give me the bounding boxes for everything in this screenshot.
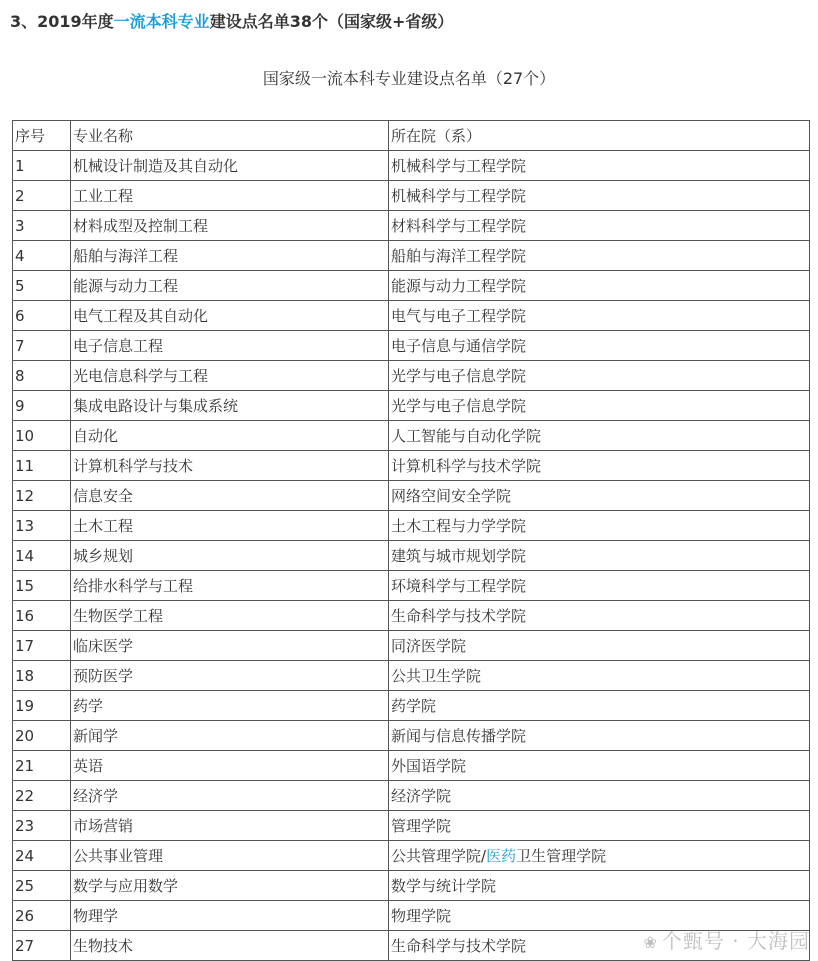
cell-major: 船舶与海洋工程 [71, 241, 389, 271]
table-header-row [13, 121, 810, 151]
cell-index: 12 [13, 481, 71, 511]
heading-suffix: 建设点名单38个（国家级+省级） [209, 12, 454, 31]
cell-index: 22 [13, 781, 71, 811]
cell-department: 新闻与信息传播学院 [389, 721, 810, 751]
cell-major: 市场营销 [71, 811, 389, 841]
dept-text-after: 卫生管理学院 [516, 846, 607, 865]
cell-index: 14 [13, 541, 71, 571]
table-row [13, 721, 810, 751]
table-row [13, 241, 810, 271]
cell-department: 土木工程与力学学院 [389, 511, 810, 541]
table-row [13, 331, 810, 361]
cell-department: 数学与统计学院 [389, 871, 810, 901]
cell-department: 能源与动力工程学院 [389, 271, 810, 301]
cell-department: 材料科学与工程学院 [389, 211, 810, 241]
cell-major: 电子信息工程 [71, 331, 389, 361]
cell-department: 机械科学与工程学院 [389, 151, 810, 181]
cell-index: 10 [13, 421, 71, 451]
cell-index: 21 [13, 751, 71, 781]
cell-index: 11 [13, 451, 71, 481]
paw-icon: ❀ [643, 933, 658, 952]
cell-index: 5 [13, 271, 71, 301]
dept-link[interactable]: 医药 [486, 846, 517, 865]
cell-major: 集成电路设计与集成系统 [71, 391, 389, 421]
cell-department [389, 841, 810, 871]
cell-major: 公共事业管理 [71, 841, 389, 871]
table-row [13, 511, 810, 541]
cell-major: 能源与动力工程 [71, 271, 389, 301]
cell-major: 土木工程 [71, 511, 389, 541]
cell-major: 临床医学 [71, 631, 389, 661]
heading-link[interactable]: 一流本科专业 [113, 12, 210, 31]
header-department: 所在院（系） [389, 121, 810, 151]
cell-department: 网络空间安全学院 [389, 481, 810, 511]
cell-major: 工业工程 [71, 181, 389, 211]
cell-index: 24 [13, 841, 71, 871]
cell-major: 生物医学工程 [71, 601, 389, 631]
header-major: 专业名称 [71, 121, 389, 151]
cell-index: 3 [13, 211, 71, 241]
table-row [13, 571, 810, 601]
table-row [13, 631, 810, 661]
cell-department: 物理学院 [389, 901, 810, 931]
cell-department: 公共卫生学院 [389, 661, 810, 691]
table-body [13, 151, 810, 961]
cell-index: 8 [13, 361, 71, 391]
table-row [13, 841, 810, 871]
cell-major: 物理学 [71, 901, 389, 931]
cell-major: 光电信息科学与工程 [71, 361, 389, 391]
cell-department: 管理学院 [389, 811, 810, 841]
cell-major: 药学 [71, 691, 389, 721]
cell-index: 23 [13, 811, 71, 841]
table-row [13, 421, 810, 451]
table-row [13, 541, 810, 571]
cell-department: 光学与电子信息学院 [389, 391, 810, 421]
cell-index: 19 [13, 691, 71, 721]
cell-index: 25 [13, 871, 71, 901]
table-row [13, 751, 810, 781]
table-row [13, 691, 810, 721]
dept-text-before: 公共管理学院/ [391, 846, 487, 865]
cell-major: 城乡规划 [71, 541, 389, 571]
table-row [13, 871, 810, 901]
header-index: 序号 [13, 121, 71, 151]
cell-major: 给排水科学与工程 [71, 571, 389, 601]
cell-index: 13 [13, 511, 71, 541]
table-row [13, 151, 810, 181]
cell-department: 生命科学与技术学院 [389, 601, 810, 631]
cell-department: 外国语学院 [389, 751, 810, 781]
cell-index: 1 [13, 151, 71, 181]
cell-department: 电子信息与通信学院 [389, 331, 810, 361]
cell-index: 27 [13, 931, 71, 961]
watermark-text: 个甄号 · 大海园 [661, 929, 810, 953]
cell-major: 新闻学 [71, 721, 389, 751]
table-row [13, 601, 810, 631]
table-row [13, 361, 810, 391]
table-row [13, 481, 810, 511]
cell-index: 18 [13, 661, 71, 691]
heading-prefix: 3、2019年度 [10, 12, 114, 31]
cell-department: 经济学院 [389, 781, 810, 811]
table-row [13, 451, 810, 481]
cell-department: 同济医学院 [389, 631, 810, 661]
cell-major: 信息安全 [71, 481, 389, 511]
cell-index: 2 [13, 181, 71, 211]
cell-index: 9 [13, 391, 71, 421]
cell-index: 16 [13, 601, 71, 631]
majors-table [12, 120, 810, 961]
cell-major: 英语 [71, 751, 389, 781]
cell-major: 数学与应用数学 [71, 871, 389, 901]
table-row [13, 211, 810, 241]
cell-major: 生物技术 [71, 931, 389, 961]
cell-department: 计算机科学与技术学院 [389, 451, 810, 481]
cell-major: 材料成型及控制工程 [71, 211, 389, 241]
cell-department: 光学与电子信息学院 [389, 361, 810, 391]
table-row [13, 781, 810, 811]
table-row [13, 271, 810, 301]
table-row [13, 181, 810, 211]
cell-major: 经济学 [71, 781, 389, 811]
cell-department: 机械科学与工程学院 [389, 181, 810, 211]
cell-major: 计算机科学与技术 [71, 451, 389, 481]
cell-department: 电气与电子工程学院 [389, 301, 810, 331]
page-heading [10, 9, 453, 32]
cell-department: 人工智能与自动化学院 [389, 421, 810, 451]
table-row [13, 301, 810, 331]
cell-index: 15 [13, 571, 71, 601]
cell-index: 4 [13, 241, 71, 271]
cell-department: 药学院 [389, 691, 810, 721]
cell-major: 机械设计制造及其自动化 [71, 151, 389, 181]
table-title: 国家级一流本科专业建设点名单（27个） [262, 69, 556, 88]
cell-department: 建筑与城市规划学院 [389, 541, 810, 571]
table-row [13, 391, 810, 421]
cell-department: 环境科学与工程学院 [389, 571, 810, 601]
cell-major: 电气工程及其自动化 [71, 301, 389, 331]
cell-index: 17 [13, 631, 71, 661]
cell-department: 船舶与海洋工程学院 [389, 241, 810, 271]
cell-department: 生命科学与技术学院 [389, 931, 810, 961]
cell-major: 自动化 [71, 421, 389, 451]
cell-major: 预防医学 [71, 661, 389, 691]
cell-index: 20 [13, 721, 71, 751]
cell-index: 26 [13, 901, 71, 931]
cell-index: 7 [13, 331, 71, 361]
table-row [13, 811, 810, 841]
cell-index: 6 [13, 301, 71, 331]
table-row [13, 661, 810, 691]
